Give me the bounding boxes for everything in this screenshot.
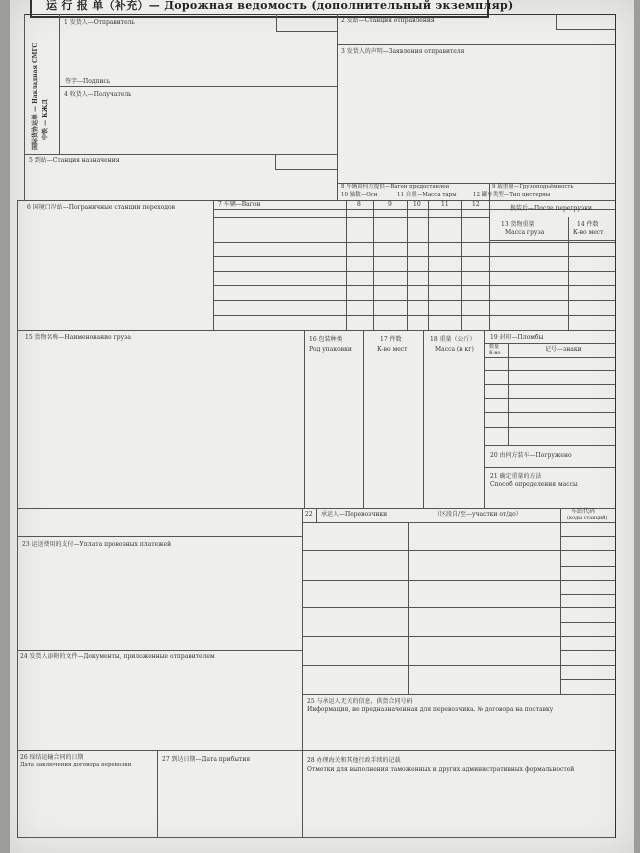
field-6-border-stations: 6 国境口岸站—Пограничные станции переходов — [27, 204, 175, 211]
form-rule-line — [302, 694, 615, 695]
form-rule-line — [484, 343, 615, 344]
form-rule-line — [24, 14, 616, 15]
form-rule-line — [17, 200, 18, 837]
form-rule-line — [302, 636, 615, 637]
field-19-quantity: 数量 — [489, 344, 500, 350]
form-rule-line — [556, 14, 557, 29]
form-rule-line — [24, 14, 25, 200]
form-rule-line — [213, 200, 214, 330]
form-rule-line — [157, 750, 158, 837]
field-16-packaging: 16 包装种类 — [309, 336, 343, 343]
field-25-info-ru: Информация, не предназначенная для перевозчика. № договора на поставку — [307, 706, 554, 713]
field-15-cargo-name: 15 货物名称—Наименование груза — [25, 334, 131, 341]
form-rule-line — [556, 29, 615, 30]
form-rule-line — [428, 200, 429, 330]
form-rule-line — [213, 271, 615, 272]
field-8-wagon-provided: 8 车辆由何方提供—Вагон предоставлен — [341, 184, 450, 190]
field-7-wagon: 7 车辆—Вагон — [218, 201, 261, 208]
form-rule-line — [363, 330, 364, 508]
form-rule-line — [213, 242, 615, 243]
form-rule-line — [560, 679, 615, 680]
field-22-number: 22 — [305, 511, 313, 518]
form-rule-line — [484, 427, 615, 428]
form-rule-line — [302, 665, 615, 666]
field-11-tare: 11 自重—Масса тары — [397, 192, 457, 198]
field-19-marks: 记号—знаки — [545, 346, 582, 353]
form-rule-line — [302, 580, 615, 581]
field-19-quantity-ru: К-во — [489, 350, 501, 356]
field-20-loaded-by: 20 由何方装车—Погружено — [490, 452, 572, 459]
form-rule-line — [275, 169, 337, 170]
field-17-pieces-ru: К-во мест — [377, 346, 408, 353]
form-rule-line — [213, 256, 615, 257]
form-rule-line — [560, 594, 615, 595]
form-rule-line — [302, 607, 615, 608]
field-21-weight-method-ru: Способ определения массы — [490, 481, 578, 488]
form-rule-line — [276, 31, 337, 32]
form-rule-line — [490, 240, 615, 241]
form-rule-line — [615, 14, 616, 838]
field-28-customs: 28 办理海关和其他行政手续的记载 — [307, 757, 401, 764]
field-25-info: 25 与承运人无关的信息，供货合同号码 — [307, 698, 413, 705]
field-17-pieces: 17 件数 — [380, 336, 402, 343]
field-18-weight: 18 重量（公斤） — [430, 336, 476, 343]
form-rule-line — [24, 154, 337, 155]
field-14-pieces-ru: К-во мест — [573, 229, 604, 236]
form-rule-line — [408, 522, 409, 694]
form-rule-line — [302, 550, 615, 551]
after-transfer-label: 换装后—После перегрузки — [510, 205, 592, 212]
form-rule-line — [423, 330, 424, 508]
form-rule-line — [560, 622, 615, 623]
form-rule-line — [489, 200, 490, 330]
form-rule-line — [337, 14, 338, 200]
form-rule-line — [59, 14, 60, 154]
col-number-8: 8 — [357, 201, 361, 208]
field-5-destination-station: 5 到站—Станция назначения — [29, 157, 120, 164]
form-rule-line — [484, 398, 615, 399]
form-rule-line — [17, 536, 302, 537]
form-rule-line — [484, 412, 615, 413]
form-rule-line — [316, 508, 317, 522]
form-rule-line — [560, 536, 615, 537]
form-rule-line — [17, 650, 302, 651]
form-rule-line — [275, 154, 276, 169]
form-rule-line — [213, 315, 615, 316]
field-21-weight-method: 21 确定重量的方法 — [490, 473, 542, 480]
col-number-9: 9 — [388, 201, 392, 208]
form-rule-line — [373, 200, 374, 330]
field-26-contract-date-ru: Дата заключения договора перевозки — [20, 762, 132, 768]
field-14-pieces: 14 件数 — [577, 221, 599, 228]
col-number-10: 10 — [413, 201, 421, 208]
form-rule-line — [17, 837, 615, 838]
field-3-shipper-declarations: 3 发货人的声明—Заявления отправителя — [341, 48, 465, 55]
form-title: 运 行 报 单（补充）— Дорожная ведомость (дополнительный экземпляр) — [46, 0, 514, 12]
form-rule-line — [17, 750, 615, 751]
field-4-consignee: 4 收货人—Получатель — [64, 91, 132, 98]
field-28-customs-ru: Отметки для выполнения таможенных и других административных формальностей — [307, 766, 575, 773]
field-22-station-code-ru: (коды станций) — [567, 515, 608, 521]
field-13-cargo-weight: 13 货物重量 — [501, 221, 535, 228]
form-rule-line — [484, 384, 615, 385]
field-13-cargo-weight-ru: Масса груза — [505, 229, 545, 236]
field-22-sections: （区段自/至—участки от/до） — [434, 511, 522, 518]
form-rule-line — [568, 217, 569, 330]
form-rule-line — [508, 343, 509, 445]
form-rule-line — [302, 508, 303, 837]
form-rule-line — [213, 300, 615, 301]
field-1-signature: 签字—Подпись — [65, 78, 111, 85]
form-rule-line — [407, 200, 408, 330]
field-27-arrival-date: 27 到达日期—Дата прибытия — [162, 756, 251, 763]
form-rule-line — [213, 217, 490, 218]
form-rule-line — [17, 200, 615, 201]
field-9-capacity: 9 载重量—Грузоподъёмность — [492, 184, 574, 190]
field-22-carriers: 承运人—Перевозчики — [321, 511, 388, 518]
col-number-11: 11 — [441, 201, 449, 208]
form-rule-line — [346, 200, 347, 330]
field-24-documents: 24 发货人添附的文件—Документы, приложенные отправителем — [20, 653, 215, 660]
form-rule-line — [276, 14, 277, 31]
field-1-shipper: 1 发货人—Отправитель — [64, 19, 135, 26]
form-rule-line — [17, 330, 615, 331]
field-12-tank-type: 12 罐车类型—Тип цистерны — [473, 192, 551, 198]
side-label-smgs — [30, 134, 39, 150]
side-label-kzhd — [40, 124, 49, 140]
form-rule-line — [560, 650, 615, 651]
field-26-contract-date: 26 缔结运输合同的日期 — [20, 754, 84, 761]
form-rule-line — [484, 357, 615, 358]
form-rule-line — [213, 285, 615, 286]
form-rule-line — [461, 200, 462, 330]
form-rule-line — [484, 370, 615, 371]
form-rule-line — [304, 330, 305, 508]
field-10-axles: 10 轴数—Оси — [341, 192, 378, 198]
form-rule-line — [59, 86, 337, 87]
form-rule-line — [484, 445, 615, 446]
form-rule-line — [560, 566, 615, 567]
field-2-departure-station: 2 发站—Станция отправления — [341, 17, 435, 24]
field-22-station-code: 车站代码 — [571, 508, 596, 515]
field-19-seals: 19 封印—Пломбы — [490, 334, 544, 341]
field-23-payment: 23 运送费用的支付—Уплата провозных платежей — [22, 541, 172, 548]
form-rule-line — [302, 522, 615, 523]
form-rule-line — [337, 44, 615, 45]
col-number-12: 12 — [472, 201, 480, 208]
field-16-packaging-ru: Род упаковки — [309, 346, 352, 353]
field-18-weight-ru: Масса (в кг) — [435, 346, 474, 353]
form-rule-line — [484, 467, 615, 468]
